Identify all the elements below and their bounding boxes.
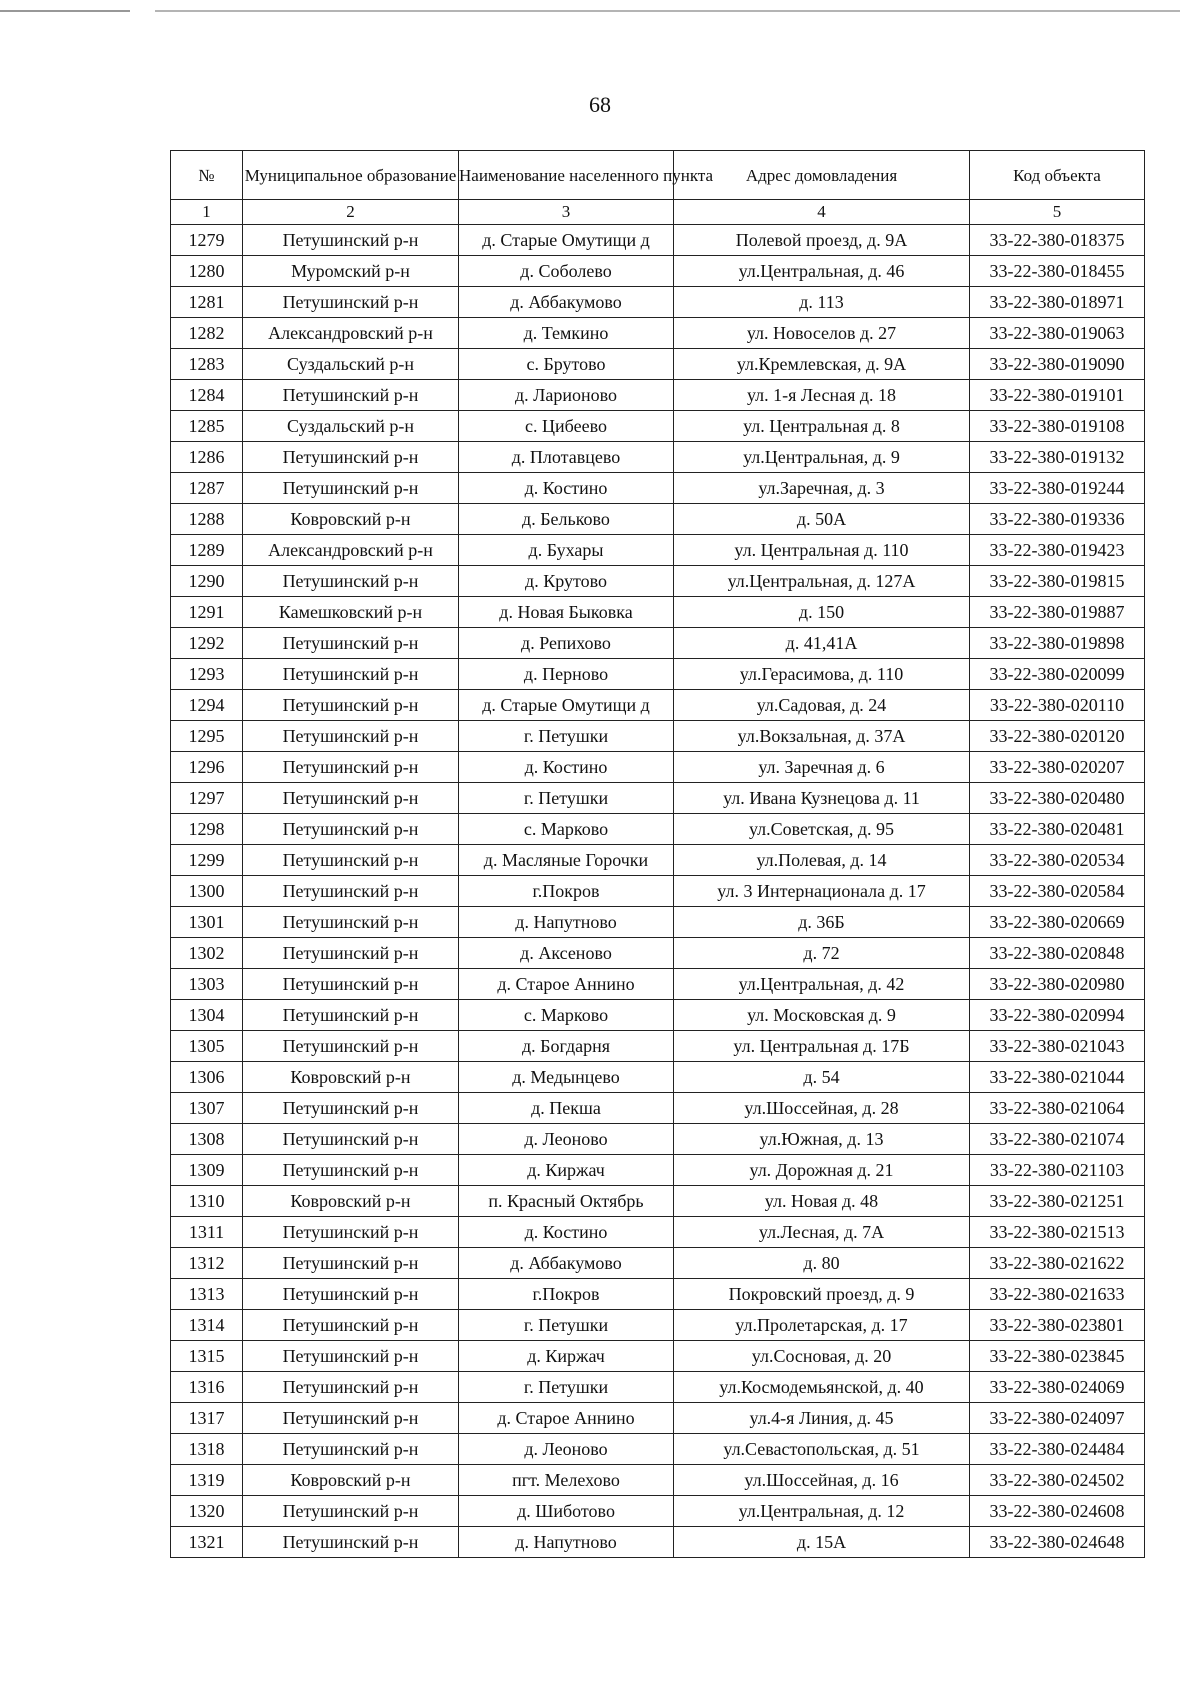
municipality-cell: Ковровский р-н <box>243 1465 459 1496</box>
header-settlement: Наименование населенного пункта <box>459 151 674 200</box>
row-number-cell: 1283 <box>171 349 243 380</box>
municipality-cell: Ковровский р-н <box>243 504 459 535</box>
row-number-cell: 1279 <box>171 225 243 256</box>
settlement-cell: д. Костино <box>459 1217 674 1248</box>
address-cell: ул. Дорожная д. 21 <box>674 1155 970 1186</box>
row-number-cell: 1288 <box>171 504 243 535</box>
table-row <box>171 690 1145 721</box>
settlement-cell: д. Напутново <box>459 907 674 938</box>
municipality-cell: Петушинский р-н <box>243 1000 459 1031</box>
address-cell: ул. Ивана Кузнецова д. 11 <box>674 783 970 814</box>
row-number-cell: 1301 <box>171 907 243 938</box>
object-code-cell: 33-22-380-018375 <box>970 225 1145 256</box>
object-code-cell: 33-22-380-021043 <box>970 1031 1145 1062</box>
address-cell: ул. 1-я Лесная д. 18 <box>674 380 970 411</box>
object-code-cell: 33-22-380-023845 <box>970 1341 1145 1372</box>
settlement-cell: д. Леоново <box>459 1434 674 1465</box>
object-code-cell: 33-22-380-020994 <box>970 1000 1145 1031</box>
settlement-cell: д. Соболево <box>459 256 674 287</box>
address-cell: ул. 3 Интернационала д. 17 <box>674 876 970 907</box>
address-cell: ул. Центральная д. 17Б <box>674 1031 970 1062</box>
settlement-cell: д. Костино <box>459 473 674 504</box>
municipality-cell: Петушинский р-н <box>243 1124 459 1155</box>
address-cell: ул. Заречная д. 6 <box>674 752 970 783</box>
table-row <box>171 969 1145 1000</box>
table-row <box>171 1093 1145 1124</box>
municipality-cell: Петушинский р-н <box>243 721 459 752</box>
municipality-cell: Петушинский р-н <box>243 1093 459 1124</box>
header-municipality: Муниципальное образование <box>243 151 459 200</box>
table-row <box>171 1496 1145 1527</box>
object-code-cell: 33-22-380-019887 <box>970 597 1145 628</box>
municipality-cell: Петушинский р-н <box>243 1341 459 1372</box>
object-code-cell: 33-22-380-020480 <box>970 783 1145 814</box>
object-code-cell: 33-22-380-024484 <box>970 1434 1145 1465</box>
row-number-cell: 1295 <box>171 721 243 752</box>
settlement-cell: д. Перново <box>459 659 674 690</box>
object-code-cell: 33-22-380-020980 <box>970 969 1145 1000</box>
table-row <box>171 1434 1145 1465</box>
object-code-cell: 33-22-380-020207 <box>970 752 1145 783</box>
municipality-cell: Петушинский р-н <box>243 969 459 1000</box>
table-row <box>171 287 1145 318</box>
address-cell: ул.Шоссейная, д. 16 <box>674 1465 970 1496</box>
address-cell: д. 50А <box>674 504 970 535</box>
row-number-cell: 1308 <box>171 1124 243 1155</box>
table-row <box>171 1527 1145 1558</box>
row-number-cell: 1296 <box>171 752 243 783</box>
settlement-cell: с. Цибеево <box>459 411 674 442</box>
row-number-cell: 1305 <box>171 1031 243 1062</box>
table-row <box>171 1186 1145 1217</box>
settlement-cell: д. Напутново <box>459 1527 674 1558</box>
municipality-cell: Петушинский р-н <box>243 1372 459 1403</box>
address-cell: ул.Центральная, д. 42 <box>674 969 970 1000</box>
header-address: Адрес домовладения <box>674 151 970 200</box>
settlement-cell: д. Богдарня <box>459 1031 674 1062</box>
municipality-cell: Суздальский р-н <box>243 349 459 380</box>
row-number-cell: 1310 <box>171 1186 243 1217</box>
address-cell: Полевой проезд, д. 9А <box>674 225 970 256</box>
settlement-cell: д. Репихово <box>459 628 674 659</box>
municipality-cell: Александровский р-н <box>243 535 459 566</box>
households-table <box>170 150 1145 1558</box>
address-cell: ул.Центральная, д. 127А <box>674 566 970 597</box>
municipality-cell: Петушинский р-н <box>243 1527 459 1558</box>
row-number-cell: 1293 <box>171 659 243 690</box>
settlement-cell: д. Медынцево <box>459 1062 674 1093</box>
settlement-cell: д. Леоново <box>459 1124 674 1155</box>
object-code-cell: 33-22-380-024608 <box>970 1496 1145 1527</box>
row-number-cell: 1317 <box>171 1403 243 1434</box>
table-row <box>171 473 1145 504</box>
municipality-cell: Петушинский р-н <box>243 380 459 411</box>
address-cell: ул. Новая д. 48 <box>674 1186 970 1217</box>
settlement-cell: д. Старые Омутищи д <box>459 690 674 721</box>
settlement-cell: д. Аббакумово <box>459 287 674 318</box>
table-row <box>171 1124 1145 1155</box>
table-row <box>171 1403 1145 1434</box>
object-code-cell: 33-22-380-019108 <box>970 411 1145 442</box>
address-cell: ул.Шоссейная, д. 28 <box>674 1093 970 1124</box>
address-cell: ул.Садовая, д. 24 <box>674 690 970 721</box>
settlement-cell: г.Покров <box>459 1279 674 1310</box>
object-code-cell: 33-22-380-018455 <box>970 256 1145 287</box>
row-number-cell: 1292 <box>171 628 243 659</box>
address-cell: ул. Центральная д. 110 <box>674 535 970 566</box>
settlement-cell: г. Петушки <box>459 783 674 814</box>
settlement-cell: г. Петушки <box>459 1372 674 1403</box>
object-code-cell: 33-22-380-021513 <box>970 1217 1145 1248</box>
object-code-cell: 33-22-380-019244 <box>970 473 1145 504</box>
municipality-cell: Муромский р-н <box>243 256 459 287</box>
header-number: № <box>171 151 243 200</box>
address-cell: Покровский проезд, д. 9 <box>674 1279 970 1310</box>
row-number-cell: 1321 <box>171 1527 243 1558</box>
page-number: 68 <box>589 92 611 117</box>
address-cell: д. 15А <box>674 1527 970 1558</box>
table-row <box>171 349 1145 380</box>
row-number-cell: 1304 <box>171 1000 243 1031</box>
table-row <box>171 380 1145 411</box>
settlement-cell: с. Марково <box>459 814 674 845</box>
address-cell: д. 80 <box>674 1248 970 1279</box>
row-number-cell: 1287 <box>171 473 243 504</box>
table-body <box>171 225 1145 1558</box>
column-numbers-row <box>171 200 1145 225</box>
address-cell: ул.Заречная, д. 3 <box>674 473 970 504</box>
settlement-cell: д. Киржач <box>459 1341 674 1372</box>
address-cell: ул.Космодемьянской, д. 40 <box>674 1372 970 1403</box>
settlement-cell: д. Аббакумово <box>459 1248 674 1279</box>
object-code-cell: 33-22-380-021251 <box>970 1186 1145 1217</box>
row-number-cell: 1291 <box>171 597 243 628</box>
municipality-cell: Петушинский р-н <box>243 783 459 814</box>
table-row <box>171 814 1145 845</box>
settlement-cell: д. Бельково <box>459 504 674 535</box>
row-number-cell: 1298 <box>171 814 243 845</box>
settlement-cell: д. Киржач <box>459 1155 674 1186</box>
address-cell: ул.Кремлевская, д. 9А <box>674 349 970 380</box>
object-code-cell: 33-22-380-019423 <box>970 535 1145 566</box>
object-code-cell: 33-22-380-024502 <box>970 1465 1145 1496</box>
column-number: 1 <box>171 200 243 225</box>
column-number: 5 <box>970 200 1145 225</box>
object-code-cell: 33-22-380-024069 <box>970 1372 1145 1403</box>
settlement-cell: д. Крутово <box>459 566 674 597</box>
table-row <box>171 225 1145 256</box>
municipality-cell: Александровский р-н <box>243 318 459 349</box>
row-number-cell: 1300 <box>171 876 243 907</box>
municipality-cell: Петушинский р-н <box>243 1031 459 1062</box>
municipality-cell: Петушинский р-н <box>243 1248 459 1279</box>
column-number: 2 <box>243 200 459 225</box>
table-row <box>171 318 1145 349</box>
address-cell: д. 150 <box>674 597 970 628</box>
row-number-cell: 1314 <box>171 1310 243 1341</box>
row-number-cell: 1282 <box>171 318 243 349</box>
row-number-cell: 1289 <box>171 535 243 566</box>
table-row <box>171 1279 1145 1310</box>
municipality-cell: Ковровский р-н <box>243 1062 459 1093</box>
row-number-cell: 1284 <box>171 380 243 411</box>
settlement-cell: д. Старые Омутищи д <box>459 225 674 256</box>
table-row <box>171 876 1145 907</box>
municipality-cell: Петушинский р-н <box>243 473 459 504</box>
scan-edge-line <box>0 10 1200 12</box>
row-number-cell: 1303 <box>171 969 243 1000</box>
municipality-cell: Петушинский р-н <box>243 752 459 783</box>
object-code-cell: 33-22-380-020534 <box>970 845 1145 876</box>
settlement-cell: д. Ларионово <box>459 380 674 411</box>
header-object-code: Код объекта <box>970 151 1145 200</box>
table-row <box>171 938 1145 969</box>
settlement-cell: д. Новая Быковка <box>459 597 674 628</box>
address-cell: д. 113 <box>674 287 970 318</box>
address-cell: ул.Центральная, д. 12 <box>674 1496 970 1527</box>
address-cell: ул.Лесная, д. 7А <box>674 1217 970 1248</box>
table-row <box>171 1465 1145 1496</box>
table-row <box>171 1031 1145 1062</box>
object-code-cell: 33-22-380-020584 <box>970 876 1145 907</box>
table-row <box>171 1155 1145 1186</box>
row-number-cell: 1294 <box>171 690 243 721</box>
municipality-cell: Петушинский р-н <box>243 1403 459 1434</box>
settlement-cell: с. Брутово <box>459 349 674 380</box>
table-header-row <box>171 151 1145 200</box>
row-number-cell: 1311 <box>171 1217 243 1248</box>
object-code-cell: 33-22-380-020120 <box>970 721 1145 752</box>
municipality-cell: Петушинский р-н <box>243 876 459 907</box>
settlement-cell: д. Плотавцево <box>459 442 674 473</box>
address-cell: д. 41,41А <box>674 628 970 659</box>
table-row <box>171 1310 1145 1341</box>
object-code-cell: 33-22-380-024648 <box>970 1527 1145 1558</box>
row-number-cell: 1316 <box>171 1372 243 1403</box>
row-number-cell: 1315 <box>171 1341 243 1372</box>
row-number-cell: 1286 <box>171 442 243 473</box>
object-code-cell: 33-22-380-023801 <box>970 1310 1145 1341</box>
settlement-cell: д. Костино <box>459 752 674 783</box>
column-number: 3 <box>459 200 674 225</box>
address-cell: ул.Центральная, д. 9 <box>674 442 970 473</box>
municipality-cell: Петушинский р-н <box>243 845 459 876</box>
settlement-cell: г. Петушки <box>459 721 674 752</box>
address-cell: ул.Советская, д. 95 <box>674 814 970 845</box>
row-number-cell: 1312 <box>171 1248 243 1279</box>
row-number-cell: 1297 <box>171 783 243 814</box>
municipality-cell: Петушинский р-н <box>243 628 459 659</box>
table-row <box>171 783 1145 814</box>
municipality-cell: Петушинский р-н <box>243 1434 459 1465</box>
municipality-cell: Камешковский р-н <box>243 597 459 628</box>
object-code-cell: 33-22-380-020669 <box>970 907 1145 938</box>
object-code-cell: 33-22-380-019132 <box>970 442 1145 473</box>
row-number-cell: 1320 <box>171 1496 243 1527</box>
table-row <box>171 1000 1145 1031</box>
table-row <box>171 628 1145 659</box>
object-code-cell: 33-22-380-021103 <box>970 1155 1145 1186</box>
column-number: 4 <box>674 200 970 225</box>
settlement-cell: с. Марково <box>459 1000 674 1031</box>
municipality-cell: Петушинский р-н <box>243 938 459 969</box>
row-number-cell: 1313 <box>171 1279 243 1310</box>
object-code-cell: 33-22-380-019336 <box>970 504 1145 535</box>
address-cell: д. 72 <box>674 938 970 969</box>
settlement-cell: д. Старое Аннино <box>459 1403 674 1434</box>
address-cell: д. 54 <box>674 1062 970 1093</box>
row-number-cell: 1302 <box>171 938 243 969</box>
municipality-cell: Петушинский р-н <box>243 1155 459 1186</box>
table-row <box>171 845 1145 876</box>
table-row <box>171 504 1145 535</box>
settlement-cell: д. Старое Аннино <box>459 969 674 1000</box>
settlement-cell: д. Пекша <box>459 1093 674 1124</box>
table-row <box>171 256 1145 287</box>
table-row <box>171 1341 1145 1372</box>
row-number-cell: 1306 <box>171 1062 243 1093</box>
address-cell: ул. Новоселов д. 27 <box>674 318 970 349</box>
settlement-cell: г. Петушки <box>459 1310 674 1341</box>
municipality-cell: Петушинский р-н <box>243 1279 459 1310</box>
table-row <box>171 1217 1145 1248</box>
table-row <box>171 721 1145 752</box>
row-number-cell: 1290 <box>171 566 243 597</box>
municipality-cell: Петушинский р-н <box>243 690 459 721</box>
object-code-cell: 33-22-380-020848 <box>970 938 1145 969</box>
settlement-cell: д. Аксеново <box>459 938 674 969</box>
address-cell: ул.Южная, д. 13 <box>674 1124 970 1155</box>
address-cell: ул.Полевая, д. 14 <box>674 845 970 876</box>
municipality-cell: Петушинский р-н <box>243 907 459 938</box>
row-number-cell: 1299 <box>171 845 243 876</box>
address-cell: ул.Сосновая, д. 20 <box>674 1341 970 1372</box>
address-cell: ул.4-я Линия, д. 45 <box>674 1403 970 1434</box>
settlement-cell: д. Масляные Горочки <box>459 845 674 876</box>
object-code-cell: 33-22-380-019090 <box>970 349 1145 380</box>
municipality-cell: Петушинский р-н <box>243 659 459 690</box>
table-row <box>171 1372 1145 1403</box>
settlement-cell: п. Красный Октябрь <box>459 1186 674 1217</box>
row-number-cell: 1281 <box>171 287 243 318</box>
object-code-cell: 33-22-380-019063 <box>970 318 1145 349</box>
row-number-cell: 1307 <box>171 1093 243 1124</box>
object-code-cell: 33-22-380-021044 <box>970 1062 1145 1093</box>
address-cell: ул.Центральная, д. 46 <box>674 256 970 287</box>
municipality-cell: Петушинский р-н <box>243 1217 459 1248</box>
object-code-cell: 33-22-380-019815 <box>970 566 1145 597</box>
object-code-cell: 33-22-380-021622 <box>970 1248 1145 1279</box>
table-row <box>171 752 1145 783</box>
municipality-cell: Петушинский р-н <box>243 442 459 473</box>
object-code-cell: 33-22-380-019101 <box>970 380 1145 411</box>
row-number-cell: 1309 <box>171 1155 243 1186</box>
row-number-cell: 1285 <box>171 411 243 442</box>
object-code-cell: 33-22-380-020110 <box>970 690 1145 721</box>
address-cell: ул.Вокзальная, д. 37А <box>674 721 970 752</box>
row-number-cell: 1280 <box>171 256 243 287</box>
table-row <box>171 442 1145 473</box>
settlement-cell: д. Шиботово <box>459 1496 674 1527</box>
municipality-cell: Петушинский р-н <box>243 566 459 597</box>
settlement-cell: г.Покров <box>459 876 674 907</box>
municipality-cell: Петушинский р-н <box>243 225 459 256</box>
municipality-cell: Петушинский р-н <box>243 1310 459 1341</box>
address-cell: ул.Севастопольская, д. 51 <box>674 1434 970 1465</box>
address-cell: ул.Пролетарская, д. 17 <box>674 1310 970 1341</box>
object-code-cell: 33-22-380-020481 <box>970 814 1145 845</box>
row-number-cell: 1318 <box>171 1434 243 1465</box>
table-row <box>171 535 1145 566</box>
address-cell: ул. Московская д. 9 <box>674 1000 970 1031</box>
address-cell: ул. Центральная д. 8 <box>674 411 970 442</box>
table-row <box>171 907 1145 938</box>
object-code-cell: 33-22-380-024097 <box>970 1403 1145 1434</box>
address-cell: д. 36Б <box>674 907 970 938</box>
municipality-cell: Ковровский р-н <box>243 1186 459 1217</box>
settlement-cell: пгт. Мелехово <box>459 1465 674 1496</box>
table-row <box>171 659 1145 690</box>
settlement-cell: д. Бухары <box>459 535 674 566</box>
object-code-cell: 33-22-380-021074 <box>970 1124 1145 1155</box>
municipality-cell: Суздальский р-н <box>243 411 459 442</box>
table-row <box>171 1062 1145 1093</box>
table-row <box>171 566 1145 597</box>
object-code-cell: 33-22-380-021064 <box>970 1093 1145 1124</box>
object-code-cell: 33-22-380-021633 <box>970 1279 1145 1310</box>
table-row <box>171 597 1145 628</box>
municipality-cell: Петушинский р-н <box>243 287 459 318</box>
object-code-cell: 33-22-380-020099 <box>970 659 1145 690</box>
object-code-cell: 33-22-380-019898 <box>970 628 1145 659</box>
address-cell: ул.Герасимова, д. 110 <box>674 659 970 690</box>
table-row <box>171 411 1145 442</box>
row-number-cell: 1319 <box>171 1465 243 1496</box>
municipality-cell: Петушинский р-н <box>243 814 459 845</box>
object-code-cell: 33-22-380-018971 <box>970 287 1145 318</box>
table-row <box>171 1248 1145 1279</box>
municipality-cell: Петушинский р-н <box>243 1496 459 1527</box>
settlement-cell: д. Темкино <box>459 318 674 349</box>
